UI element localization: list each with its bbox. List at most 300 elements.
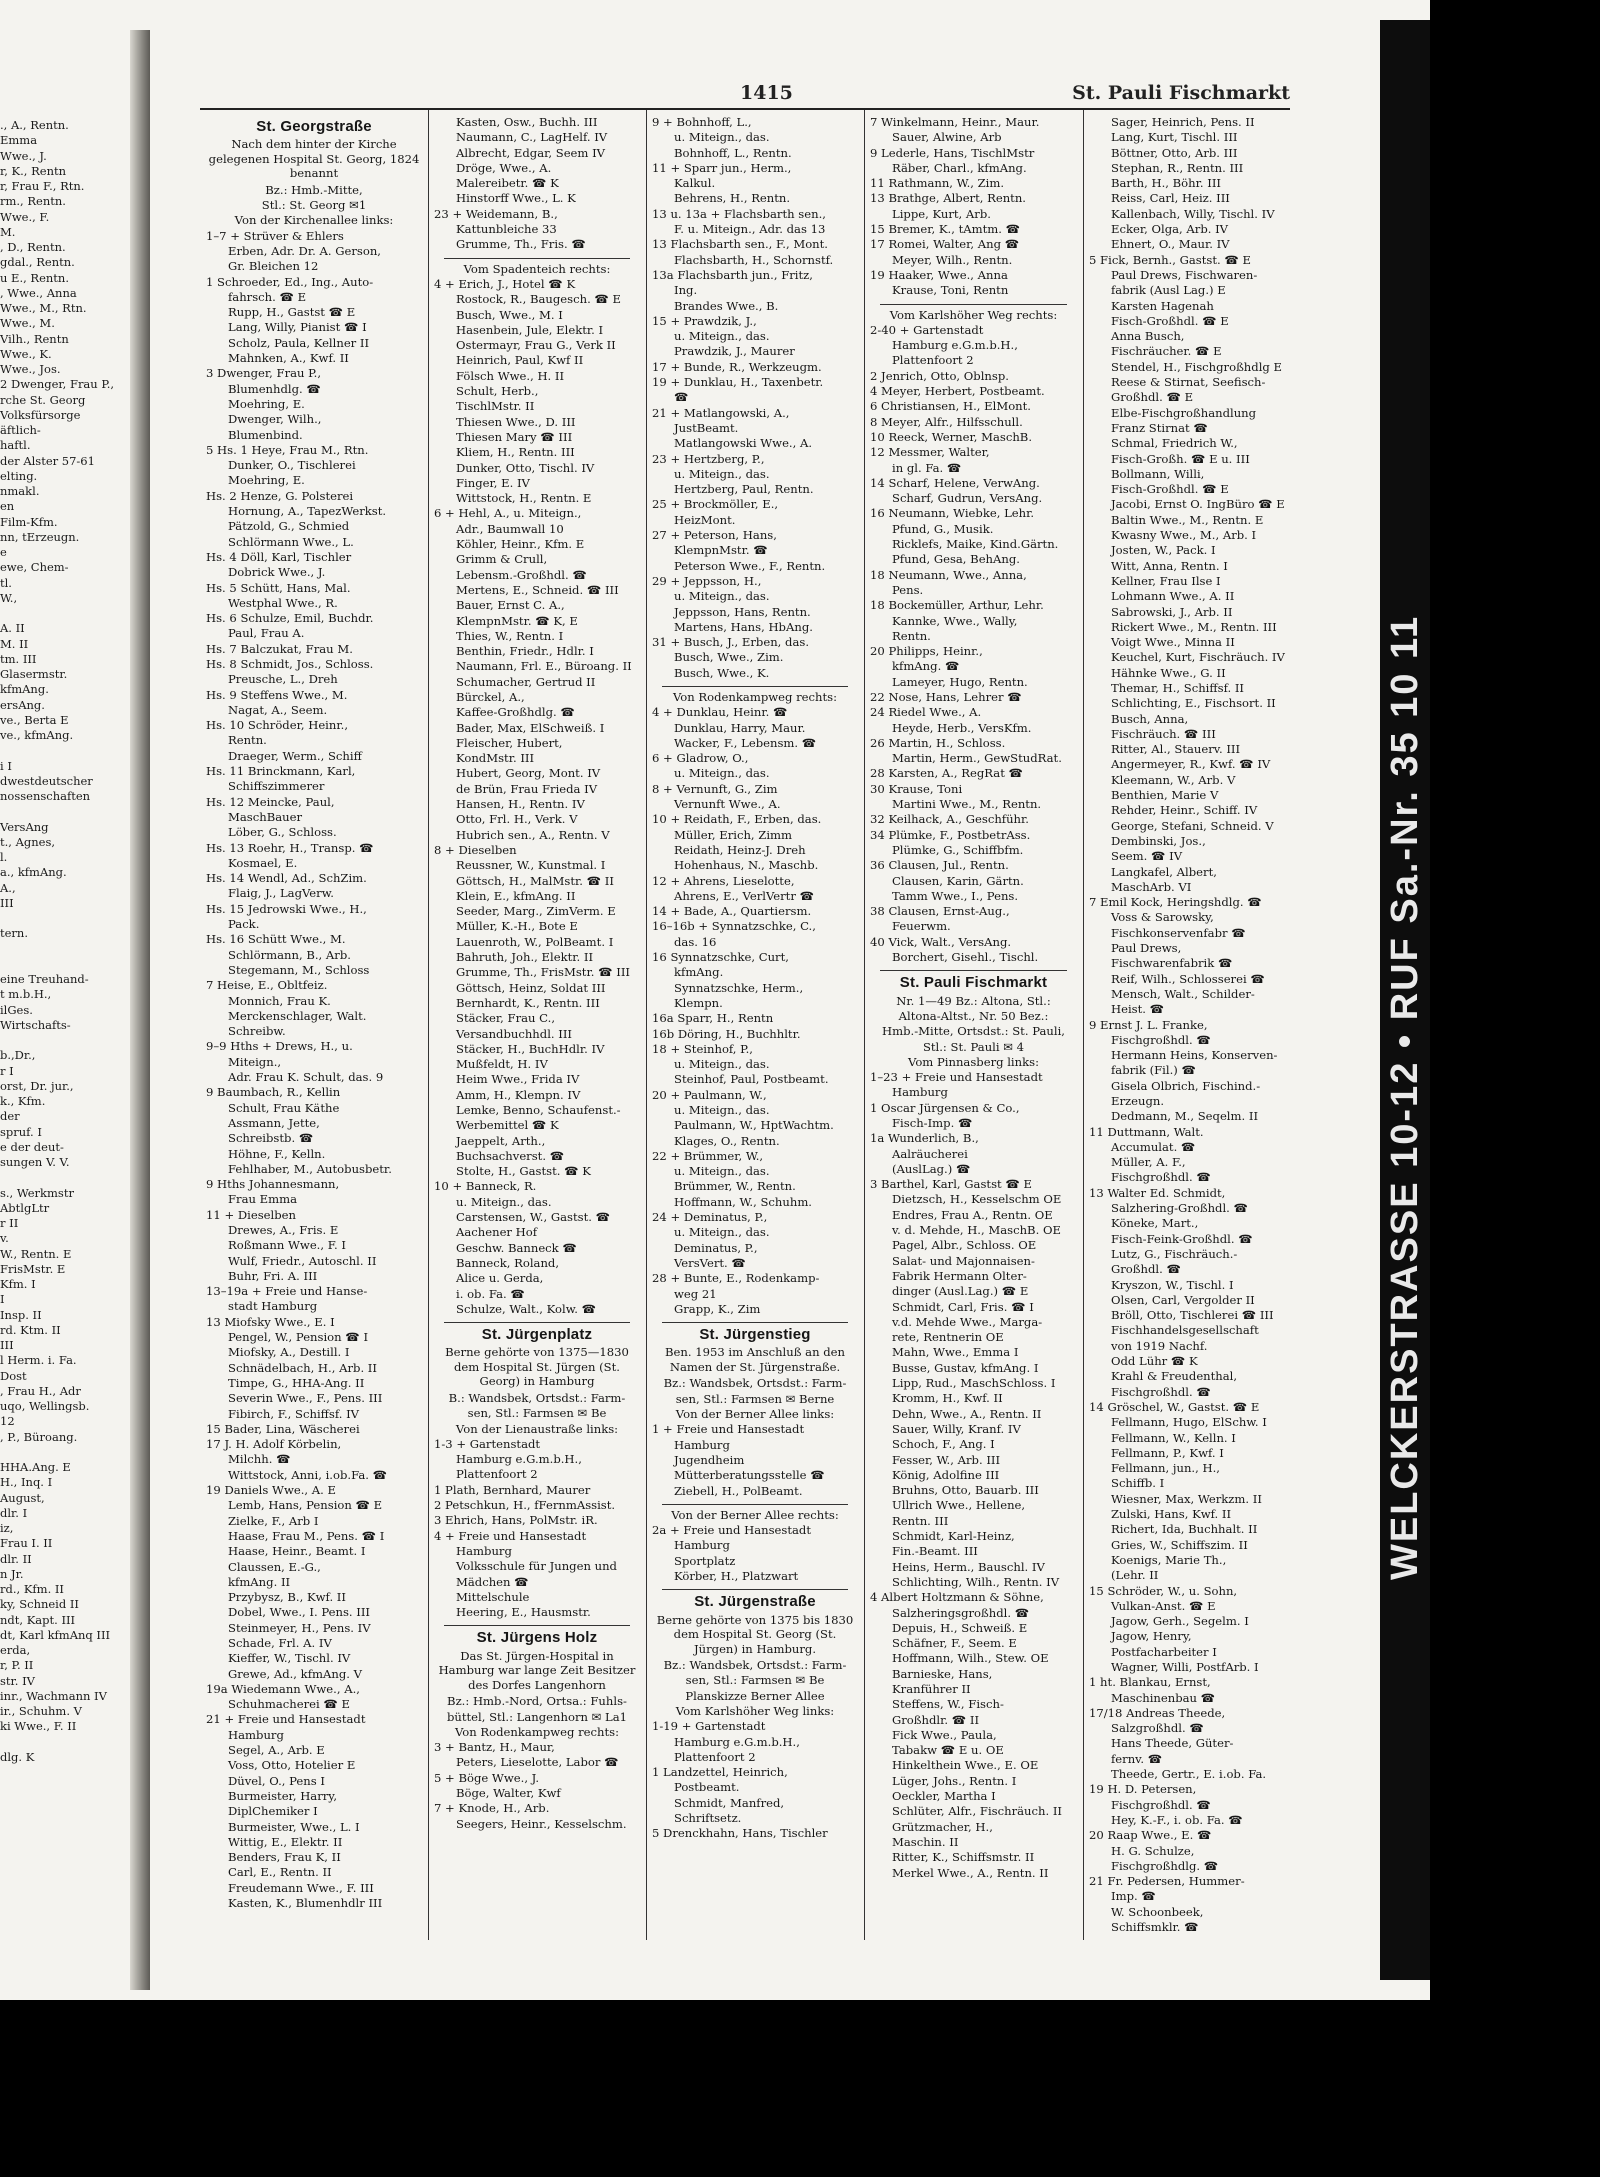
resident-entry: Grimm & Crull,	[456, 552, 548, 567]
house-entry: 18 + Steinhof, P.,	[652, 1041, 753, 1056]
house-entry: 6 Christiansen, H., ElMont.	[870, 399, 1031, 414]
resident-entry: Burmeister, Harry,	[228, 1788, 338, 1803]
fragment-line: tm. III	[0, 651, 37, 666]
resident-entry: u. Miteign., das.	[456, 1194, 552, 1209]
fragment-line: der Alster 57-61	[0, 453, 95, 468]
fragment-line: erda,	[0, 1643, 31, 1657]
fragment-line: ve., kfmAng.	[0, 728, 74, 742]
house-entry: 10 + Reidath, F., Erben, das.	[652, 812, 822, 827]
house-entry: 1-19 + Gartenstadt	[652, 1719, 766, 1734]
fragment-line: W.,	[0, 590, 18, 605]
resident-entry: Miteign.,	[228, 1054, 282, 1069]
resident-entry: Jagow, Henry,	[1111, 1629, 1192, 1644]
resident-entry: Fischwarenfabrik ☎	[1111, 956, 1233, 971]
resident-entry: stadt Hamburg	[228, 1299, 318, 1314]
resident-entry: Höhne, F., Kelln.	[228, 1146, 326, 1161]
resident-entry: KlempnMstr. ☎	[674, 543, 768, 558]
house-entry: 11 Duttmann, Walt.	[1089, 1124, 1204, 1139]
resident-entry: Mertens, E., Schneid. ☎ III	[456, 582, 619, 597]
resident-entry: Hasenbein, Jule, Elektr. I	[456, 322, 604, 337]
resident-entry: Richert, Ida, Buchhalt. II	[1111, 1522, 1258, 1537]
house-entry: Hs. 6 Schulze, Emil, Buchdr.	[206, 611, 374, 626]
fragment-line: , P., Büroang.	[0, 1429, 78, 1444]
resident-entry: Imp. ☎	[1111, 1889, 1156, 1904]
street-info: büttel, Stl.: Langenhorn ✉ La1	[446, 1709, 628, 1724]
resident-entry: Köneke, Mart.,	[1111, 1216, 1199, 1231]
fragment-line: äftlich-	[0, 423, 41, 437]
house-entry: 14 Gröschel, W., Gastst. ☎ E	[1089, 1399, 1260, 1414]
fragment-line: kfmAng.	[0, 682, 49, 697]
resident-entry: dinger (Ausl.Lag.) ☎ E	[892, 1284, 1029, 1299]
house-entry: 8 + Dieselben	[434, 842, 517, 857]
resident-entry: fahrsch. ☎ E	[228, 289, 307, 304]
resident-entry: Aalräucherei	[892, 1146, 968, 1161]
street-heading: St. Jürgens Holz	[476, 1629, 598, 1647]
resident-entry: Draeger, Werm., Schiff	[228, 748, 362, 763]
street-heading: St. Jürgenplatz	[481, 1326, 593, 1344]
street-info: Von der Berner Allee links:	[675, 1407, 835, 1422]
resident-entry: fabrik (Ausl Lag.) E	[1111, 283, 1226, 298]
resident-entry: Bohnhoff, L., Rentn.	[674, 145, 792, 160]
house-entry: 12 + Ahrens, Lieselotte,	[652, 873, 795, 888]
resident-entry: Wagner, Willi, PostfArb. I	[1111, 1659, 1259, 1674]
resident-entry: Thiesen Wwe., D. III	[456, 414, 576, 429]
resident-entry: (Lehr. II	[1111, 1568, 1159, 1583]
resident-entry: Fischhandelsgesellschaft	[1111, 1323, 1259, 1338]
resident-entry: Paulmann, W., HptWachtm.	[674, 1118, 834, 1133]
resident-entry: Ricklefs, Maike, Kind.Gärtn.	[892, 537, 1059, 552]
resident-entry: Fesser, W., Arb. III	[892, 1452, 1001, 1467]
resident-entry: Schult, Frau Käthe	[228, 1100, 340, 1115]
resident-entry: Stendel, H., Fischgroßhdlg E	[1111, 359, 1282, 374]
resident-entry: Witt, Anna, Rentn. I	[1111, 558, 1228, 573]
house-entry: 11 + Dieselben	[206, 1207, 296, 1222]
resident-entry: Pens.	[892, 582, 924, 597]
house-entry: 20 Raap Wwe., E. ☎	[1089, 1828, 1212, 1843]
resident-entry: Kranführer II	[892, 1681, 971, 1696]
resident-entry: Stephan, R., Rentn. III	[1111, 160, 1244, 175]
resident-entry: Accumulat. ☎	[1111, 1139, 1196, 1154]
fragment-line: Frau I. II	[0, 1536, 53, 1551]
resident-entry: Kieffer, W., Tischl. IV	[228, 1651, 351, 1666]
resident-entry: rete, Rentnerin OE	[892, 1330, 1004, 1345]
resident-entry: Merckenschlager, Walt.	[228, 1008, 367, 1023]
section-rule	[444, 258, 630, 259]
resident-entry: Grumme, Th., FrisMstr. ☎ III	[456, 965, 630, 980]
resident-entry: Keuchel, Kurt, Fischräuch. IV	[1111, 650, 1285, 665]
street-info: Von der Berner Allee rechts:	[671, 1507, 839, 1522]
resident-entry: Hamburg	[674, 1437, 730, 1452]
resident-entry: Lauenroth, W., PolBeamt. I	[456, 934, 614, 949]
resident-entry: Körber, H., Platzwart	[674, 1569, 799, 1584]
resident-entry: KondMstr. III	[456, 751, 535, 766]
house-entry: 15 Bader, Lina, Wäscherei	[206, 1421, 360, 1436]
resident-entry: Finger, E. IV	[456, 475, 530, 490]
resident-entry: u. Miteign., das.	[674, 329, 770, 344]
fragment-line: Vilh., Rentn	[0, 331, 69, 346]
resident-entry: Koenigs, Marie Th.,	[1111, 1552, 1227, 1567]
house-entry: 27 + Peterson, Hans,	[652, 528, 777, 543]
resident-entry: Lameyer, Hugo, Rentn.	[892, 674, 1028, 689]
resident-entry: Stäcker, H., BuchHdlr. IV	[456, 1041, 605, 1056]
resident-entry: Göttsch, H., MalMstr. ☎ II	[456, 873, 614, 888]
resident-entry: Fischgroßhdlg. ☎	[1111, 1858, 1219, 1873]
house-entry: 18 Bockemüller, Arthur, Lehr.	[870, 598, 1044, 613]
resident-entry: Fibirch, F., Schiffsf. IV	[228, 1406, 360, 1421]
resident-entry: Fellmann, Hugo, ElSchw. I	[1111, 1415, 1267, 1430]
resident-entry: Räber, Charl., kfmAng.	[892, 160, 1027, 175]
fragment-line: Dost	[0, 1368, 27, 1383]
resident-entry: Fleischer, Hubert,	[456, 735, 563, 750]
house-entry: 16b Döring, H., Buchhltr.	[652, 1026, 801, 1041]
street-info: Bz.: Hmb.-Nord, Ortsa.: Fuhls-	[447, 1694, 627, 1709]
resident-entry: Heim Wwe., Frida IV	[456, 1072, 580, 1087]
resident-entry: Heinrich, Paul, Kwf II	[456, 353, 584, 368]
resident-entry: kfmAng. II	[228, 1574, 291, 1589]
fragment-line	[0, 942, 128, 957]
resident-entry: kfmAng.	[674, 965, 724, 980]
resident-entry: u. Miteign., das.	[674, 589, 770, 604]
resident-entry: Wittstock, Anni, i.ob.Fa. ☎	[228, 1467, 388, 1482]
running-title: St. Pauli Fischmarkt	[1072, 82, 1290, 104]
house-entry: 21 + Matlangowski, A.,	[652, 405, 790, 420]
section-rule	[444, 1625, 630, 1626]
house-entry: 3 + Bantz, H., Maur,	[434, 1740, 555, 1755]
fragment-line: r, P. II	[0, 1658, 34, 1673]
house-entry: Hs. 5 Schütt, Hans, Mal.	[206, 580, 351, 595]
fragment-line: ki Wwe., F. II	[0, 1719, 77, 1734]
resident-entry: Kasten, K., Blumenhdlr III	[228, 1896, 383, 1911]
resident-entry: u. Miteign., das.	[674, 1057, 770, 1072]
house-entry: 2 Petschkun, H., fFernmAssist.	[434, 1498, 616, 1513]
house-entry: 25 + Brockmöller, E.,	[652, 497, 779, 512]
house-entry: 3 Dwenger, Frau P.,	[206, 366, 322, 381]
resident-entry: Amm, H., Klempn. IV	[456, 1087, 581, 1102]
resident-entry: Benthin, Friedr., Hdlr. I	[456, 644, 594, 659]
resident-entry: kfmAng. ☎	[892, 659, 960, 674]
house-entry: 24 + Deminatus, P.,	[652, 1210, 768, 1225]
resident-entry: Fischgroßhdl. ☎	[1111, 1032, 1211, 1047]
street-heading: St. Jürgenstieg	[699, 1326, 811, 1344]
house-entry: 9 + Bohnhoff, L.,	[652, 115, 752, 129]
house-entry: 8 + Vernunft, G., Zim	[652, 781, 778, 796]
street-info: Von Rodenkampweg rechts:	[454, 1724, 620, 1739]
house-entry: 14 + Bade, A., Quartiersm.	[652, 904, 812, 919]
resident-entry: Göttsch, Heinz, Soldat III	[456, 980, 606, 995]
fragment-line: ., A., Rentn.	[0, 118, 69, 132]
resident-entry: Klages, O., Rentn.	[674, 1133, 780, 1148]
resident-entry: Fellmann, P., Kwf. I	[1111, 1445, 1224, 1460]
resident-entry: Grewe, Ad., kfmAng. V	[228, 1666, 362, 1681]
resident-entry: Stegemann, M., Schloss	[228, 962, 370, 977]
fragment-line	[0, 606, 128, 621]
resident-entry: Busch, Wwe., Zim.	[674, 650, 784, 665]
house-entry: 1 ht. Blankau, Ernst,	[1089, 1675, 1211, 1690]
resident-entry: Endres, Frau A., Rentn. OE	[892, 1207, 1053, 1222]
fragment-line: spruf. I	[0, 1124, 42, 1139]
resident-entry: Fabrik Hermann Olter-	[892, 1268, 1027, 1283]
resident-entry: Hinstorff Wwe., L. K	[456, 191, 576, 206]
resident-entry: Seem. ☎ IV	[1111, 849, 1183, 864]
resident-entry: VersVert. ☎	[674, 1255, 746, 1270]
house-entry: 13 u. 13a + Flachsbarth sen.,	[652, 206, 826, 221]
resident-entry: JustBeamt.	[674, 420, 739, 435]
resident-entry: Schmidt, Carl, Fris. ☎ I	[892, 1299, 1034, 1314]
fragment-line: elting.	[0, 468, 38, 483]
section-rule	[444, 1322, 630, 1323]
house-entry: Hs. 14 Wendl, Ad., SchZim.	[206, 871, 367, 886]
resident-entry: Lohmann Wwe., A. II	[1111, 589, 1235, 604]
resident-entry: in gl. Fa. ☎	[892, 460, 962, 475]
resident-entry: Josten, W., Pack. I	[1111, 543, 1216, 558]
resident-entry: Rentn.	[228, 733, 267, 748]
resident-entry: Hey, K.-F., i. ob. Fa. ☎	[1111, 1812, 1243, 1827]
house-entry: 13 Walter Ed. Schmidt,	[1089, 1185, 1226, 1200]
resident-entry: Busch, Anna,	[1111, 711, 1189, 726]
street-note: Nach dem hinter der Kirche gelegenen Hospital St. Georg, 1824 benannt	[208, 137, 420, 181]
street-note: Berne gehörte von 1375 bis 1830 dem Hospital St. Georg (St. Jürgen) in Hamburg.	[656, 1612, 854, 1656]
resident-entry: Anna Busch,	[1111, 329, 1185, 344]
resident-entry: Ullrich Wwe., Hellene,	[892, 1498, 1026, 1513]
resident-entry: Schiffszimmerer	[228, 779, 325, 794]
resident-entry: Wittstock, H., Rentn. E	[456, 491, 592, 506]
resident-entry: TischlMstr. II	[456, 399, 535, 414]
resident-entry: Dunklau, Harry, Maur.	[674, 720, 806, 735]
resident-entry: Ritter, K., Schiffsmstr. II	[892, 1850, 1035, 1865]
resident-entry: Großhdl. ☎	[1111, 1262, 1181, 1277]
house-entry: Hs. 12 Meincke, Paul,	[206, 794, 335, 809]
fragment-line: , Frau H., Adr	[0, 1383, 81, 1398]
house-entry: 15 Bremer, K., tAmtm. ☎	[870, 222, 1021, 237]
resident-entry: weg 21	[674, 1286, 717, 1301]
resident-entry: Busch, Wwe., M. I	[456, 307, 563, 322]
fragment-line: nmakl.	[0, 484, 40, 498]
fragment-line	[0, 743, 128, 758]
resident-entry: Severin Wwe., F., Pens. III	[228, 1391, 383, 1406]
street-info: sen, Stl.: Farmsen ✉ Be	[685, 1673, 825, 1688]
resident-entry: Clausen, Karin, Gärtn.	[892, 873, 1024, 888]
page-number: 1415	[740, 82, 793, 104]
fragment-line: s., Werkmstr	[0, 1185, 74, 1200]
resident-entry: Düvel, O., Pens I	[228, 1773, 325, 1788]
resident-entry: Dedmann, M., Seqelm. II	[1111, 1109, 1259, 1124]
resident-entry: Prawdzik, J., Maurer	[674, 344, 795, 359]
column-divider	[428, 110, 429, 1940]
section-rule	[662, 1589, 848, 1590]
resident-entry: Ostermayr, Frau G., Verk II	[456, 338, 616, 353]
fragment-line: FrisMstr. E	[0, 1261, 66, 1276]
resident-entry: Hubert, Georg, Mont. IV	[456, 766, 601, 781]
fragment-line: Film-Kfm.	[0, 514, 58, 529]
street-info: Von der Lienaustraße links:	[455, 1421, 619, 1436]
house-entry: 20 + Paulmann, W.,	[652, 1087, 767, 1102]
fragment-line: Wwe., K.	[0, 346, 52, 361]
resident-entry: Blumenhdlg. ☎	[228, 381, 321, 396]
resident-entry: Schiffsmklr. ☎	[1111, 1920, 1199, 1935]
house-entry: 16–16b + Synnatzschke, C.,	[652, 919, 816, 934]
street-info: Stl.: St. Pauli ✉ 4	[922, 1039, 1025, 1054]
fragment-line	[0, 804, 128, 819]
fragment-line: a., kfmAng.	[0, 865, 67, 880]
house-entry: 26 Martin, H., Schloss.	[870, 735, 1006, 750]
house-entry: 10 + Banneck, R.	[434, 1179, 537, 1194]
resident-entry: Schmal, Friedrich W.,	[1111, 436, 1238, 451]
fragment-line: Wwe., J.	[0, 148, 47, 163]
fragment-line: ky, Schneid II	[0, 1597, 79, 1612]
resident-entry: Klempn.	[674, 995, 723, 1010]
resident-entry: Bahruth, Joh., Elektr. II	[456, 950, 594, 965]
resident-entry: Schlichting, E., Fischsort. II	[1111, 696, 1276, 711]
resident-entry: Schlichting, Wilh., Rentn. IV	[892, 1574, 1060, 1589]
resident-entry: Grumme, Th., Fris. ☎	[456, 237, 586, 252]
fragment-line: Wwe., Jos.	[0, 362, 61, 376]
resident-entry: Bader, Max, ElSchweiß. I	[456, 720, 605, 735]
resident-entry: Brümmer, W., Rentn.	[674, 1179, 796, 1194]
resident-entry: W. Schoonbeek,	[1111, 1904, 1204, 1919]
street-info: Altona-Altst., Nr. 50 Bez.:	[898, 1008, 1049, 1023]
fragment-line: Volksfürsorge	[0, 407, 81, 422]
resident-entry: Böge, Walter, Kwf	[456, 1785, 561, 1800]
street-note: Das St. Jürgen-Hospital in Hamburg war lange Zeit Besitzer des Dorfes Langenhorn	[438, 1648, 636, 1692]
resident-entry: Roßmann Wwe., F. I	[228, 1238, 346, 1253]
fragment-line: orst, Dr. jur.,	[0, 1078, 74, 1093]
fragment-line	[0, 1033, 128, 1048]
resident-entry: Kwasny Wwe., M., Arb. I	[1111, 528, 1257, 543]
resident-entry: Mädchen ☎	[456, 1574, 529, 1589]
column-divider	[1083, 110, 1084, 1940]
resident-entry: Kalkul.	[674, 176, 716, 191]
house-entry: Hs. 2 Henze, G. Polsterei	[206, 488, 354, 503]
resident-entry: Schoch, F., Ang. I	[892, 1437, 995, 1452]
resident-entry: Vernunft Wwe., A.	[674, 797, 781, 812]
resident-entry: Stäcker, Frau C.,	[456, 1011, 556, 1026]
section-rule	[880, 970, 1067, 971]
fragment-line: r II	[0, 1216, 19, 1230]
fragment-line: r, Frau F., Rtn.	[0, 179, 85, 193]
resident-entry: das. 16	[674, 934, 717, 949]
resident-entry: Haase, Heinr., Beamt. I	[228, 1544, 366, 1559]
spine-imprint: WELCKERSTRASSE 10-12 • RUF Sa.-Nr. 35 10 11	[1384, 614, 1426, 1580]
resident-entry: Freudemann Wwe., F. III	[228, 1880, 374, 1895]
resident-entry: Benders, Frau K, II	[228, 1850, 341, 1865]
resident-entry: Versandbuchhdl. III	[456, 1026, 573, 1041]
column-divider	[646, 110, 647, 1940]
resident-entry: Salzhering-Großhdl. ☎	[1111, 1201, 1248, 1216]
fragment-line: ersAng.	[0, 697, 45, 712]
resident-entry: Wacker, F., Lebensm. ☎	[674, 735, 817, 750]
house-entry: Hs. 11 Brinckmann, Karl,	[206, 764, 356, 779]
resident-entry: Schumacher, Gertrud II	[456, 674, 596, 689]
street-heading: St. Jürgenstraße	[694, 1593, 816, 1611]
fragment-line: tl.	[0, 575, 12, 590]
street-heading: St. Pauli Fischmarkt	[899, 974, 1048, 992]
resident-entry: Preusche, L., Dreh	[228, 672, 338, 687]
fragment-line: 2 Dwenger, Frau P.,	[0, 377, 115, 392]
resident-entry: MaschArb. VI	[1111, 879, 1192, 894]
resident-entry: Ing.	[674, 283, 698, 298]
resident-entry: Krahl & Freudenthal,	[1111, 1369, 1238, 1384]
resident-entry: Dunker, Otto, Tischl. IV	[456, 460, 595, 475]
house-entry: 5 Hs. 1 Heye, Frau M., Rtn.	[206, 442, 369, 457]
resident-entry: Martin, Herm., GewStudRat.	[892, 751, 1062, 766]
house-entry: 20 Philipps, Heinr.,	[870, 644, 983, 659]
resident-entry: Müller, Erich, Zimm	[674, 827, 793, 842]
resident-entry: Krause, Toni, Rentn	[892, 283, 1009, 298]
resident-entry: Hamburg e.G.m.b.H.,	[456, 1452, 582, 1467]
resident-entry: Reif, Wilh., Schlosserei ☎	[1111, 971, 1265, 986]
resident-entry: F. u. Miteign., Adr. das 13	[674, 222, 826, 237]
resident-entry: Mittelschule	[456, 1589, 530, 1604]
resident-entry: Sager, Heinrich, Pens. II	[1111, 115, 1255, 129]
resident-entry: Pfund, Gesa, BehAng.	[892, 552, 1020, 567]
house-entry: 9 Lederle, Hans, TischlMstr	[870, 145, 1035, 160]
house-entry: 6 + Gladrow, O.,	[652, 751, 749, 766]
resident-entry: Mensch, Walt., Schilder-	[1111, 986, 1255, 1001]
street-heading: St. Georgstraße	[256, 118, 372, 135]
resident-entry: Gisela Olbrich, Fischind.-	[1111, 1078, 1261, 1093]
resident-entry: Nagat, A., Seem.	[228, 702, 328, 717]
section-rule	[880, 304, 1067, 305]
resident-entry: Theede, Gertr., E. i.ob. Fa.	[1111, 1767, 1267, 1782]
resident-entry: Mußfeldt, H. IV	[456, 1057, 548, 1072]
fragment-line: I	[0, 1292, 5, 1307]
resident-entry: Segel, A., Arb. E	[228, 1743, 325, 1758]
resident-entry: Rehder, Heinr., Schiff. IV	[1111, 803, 1258, 818]
resident-entry: Böttner, Otto, Arb. III	[1111, 145, 1238, 160]
resident-entry: Hornung, A., TapezWerkst.	[228, 504, 387, 519]
house-entry: 22 Nose, Hans, Lehrer ☎	[870, 689, 1022, 704]
resident-entry: Ehnert, O., Maur. IV	[1111, 237, 1230, 252]
resident-entry: Sauer, Alwine, Arb	[892, 130, 1002, 145]
scan-border	[0, 2000, 1600, 2177]
resident-entry: Hamburg e.G.m.b.H.,	[892, 338, 1018, 353]
house-entry: 1 Landzettel, Heinrich,	[652, 1765, 788, 1780]
fragment-line: , Wwe., Anna	[0, 285, 77, 300]
resident-entry: KlempnMstr. ☎ K, E	[456, 613, 578, 628]
house-entry: 16 Synnatzschke, Curt,	[652, 950, 789, 965]
resident-entry: Rupp, H., Gastst ☎ E	[228, 305, 356, 320]
resident-entry: Bauer, Ernst C. A.,	[456, 598, 565, 613]
resident-entry: Rentn. III	[892, 1513, 949, 1528]
house-entry: 13 Brathge, Albert, Rentn.	[870, 191, 1026, 206]
resident-entry: Jaeppelt, Arth.,	[456, 1133, 546, 1148]
fragment-line: dwestdeutscher	[0, 773, 93, 788]
resident-entry: Drewes, A., Fris. E	[228, 1222, 339, 1237]
resident-entry: Malereibetr. ☎ K	[456, 176, 559, 191]
house-entry: 11 + Sparr jun., Herm.,	[652, 160, 792, 175]
house-entry: 11 Rathmann, W., Zim.	[870, 176, 1005, 191]
resident-entry: Kleemann, W., Arb. V	[1111, 772, 1236, 787]
resident-entry: Fin.-Beamt. III	[892, 1544, 978, 1559]
fragment-line: Wirtschafts-	[0, 1017, 71, 1032]
house-entry: 36 Clausen, Jul., Rentn.	[870, 858, 1009, 873]
house-entry: 32 Keilhack, A., Geschführ.	[870, 812, 1029, 827]
resident-entry: Postbeamt.	[674, 1780, 740, 1795]
resident-entry: Paul Drews, Fischwaren-	[1111, 267, 1258, 282]
resident-entry: Fischgroßhdl. ☎	[1111, 1170, 1211, 1185]
resident-entry: Maschinenbau ☎	[1111, 1690, 1216, 1705]
fragment-line: l Herm. i. Fa.	[0, 1353, 77, 1368]
resident-entry: Pätzold, G., Schmied	[228, 519, 350, 534]
resident-entry: Dwenger, Wilh.,	[228, 412, 322, 427]
resident-entry: Bollmann, Willi,	[1111, 466, 1205, 481]
resident-entry: Merkel Wwe., A., Rentn. II	[892, 1865, 1049, 1880]
resident-entry: Schreibw.	[228, 1024, 286, 1039]
resident-entry: Seeder, Marg., ZimVerm. E	[456, 904, 616, 919]
fragment-line: Wwe., F.	[0, 209, 50, 224]
resident-entry: Moehring, E.	[228, 473, 305, 488]
resident-entry: Fisch-Großhdl. ☎ E	[1111, 482, 1229, 497]
